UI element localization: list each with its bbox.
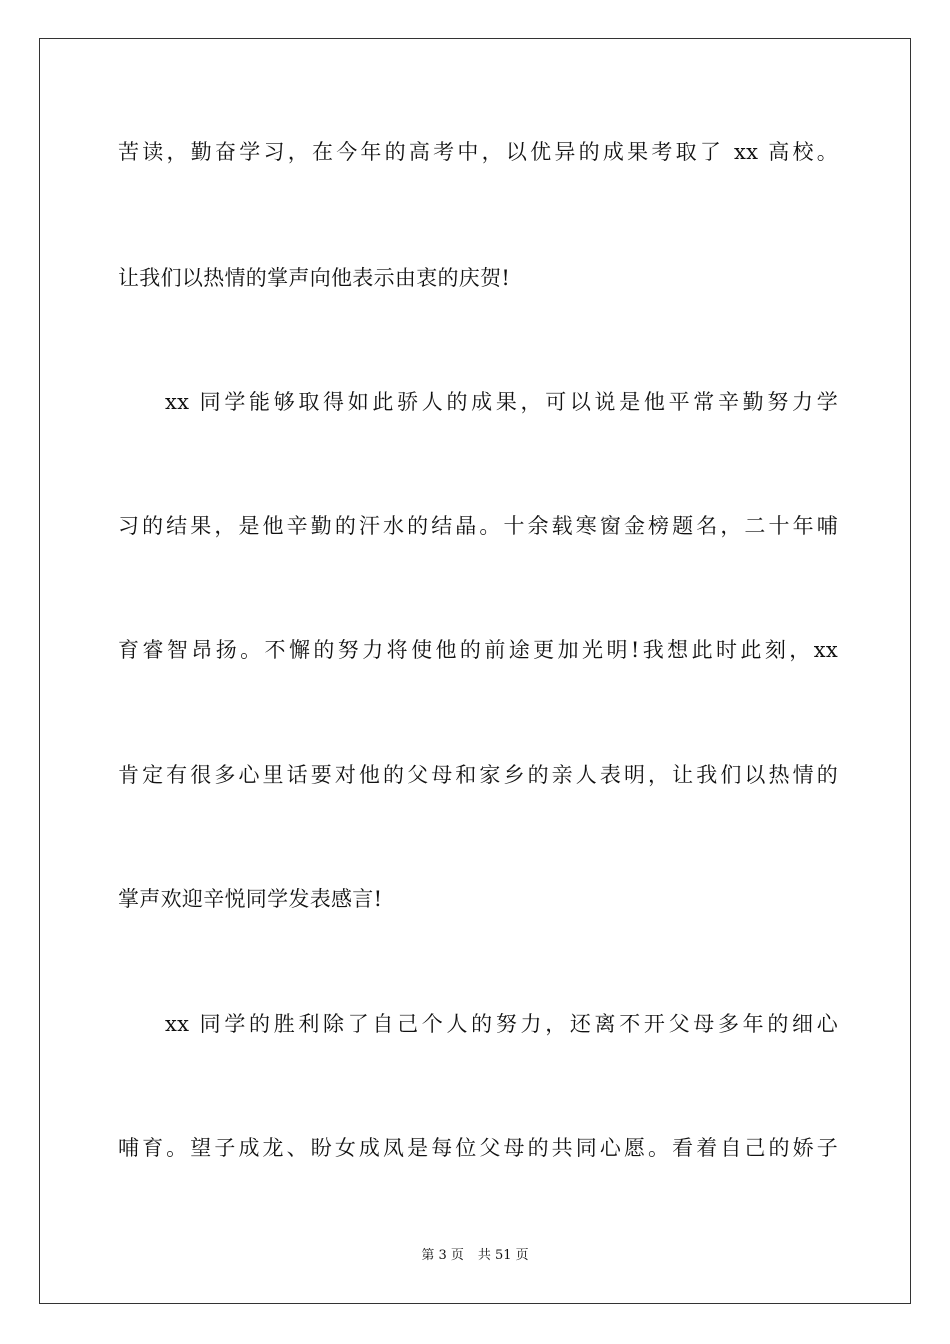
- text-line-2: 让我们以热情的掌声向他表示由衷的庆贺!: [118, 266, 511, 290]
- page-number: 第 3 页: [421, 1248, 464, 1263]
- text-line-3: xx 同学能够取得如此骄人的成果，可以说是他平常辛勤努力学: [165, 390, 838, 414]
- text-line-1: 苦读，勤奋学习，在今年的高考中，以优异的成果考取了 xx 高校。: [118, 140, 838, 164]
- page-total: 共 51 页: [477, 1248, 529, 1263]
- text-line-6: 肯定有很多心里话要对他的父母和家乡的亲人表明，让我们以热情的: [118, 763, 838, 787]
- text-line-5: 育睿智昂扬。不懈的努力将使他的前途更加光明!我想此时此刻，xx: [118, 638, 838, 662]
- text-line-7: 掌声欢迎辛悦同学发表感言!: [118, 887, 383, 911]
- page-frame: [39, 38, 911, 1304]
- text-line-9: 哺育。望子成龙、盼女成凤是每位父母的共同心愿。看着自己的娇子: [118, 1136, 838, 1160]
- text-line-4: 习的结果，是他辛勤的汗水的结晶。十余载寒窗金榜题名，二十年哺: [118, 514, 838, 538]
- text-line-8: xx 同学的胜利除了自己个人的努力，还离不开父母多年的细心: [165, 1012, 838, 1036]
- page-footer: [0, 1247, 950, 1265]
